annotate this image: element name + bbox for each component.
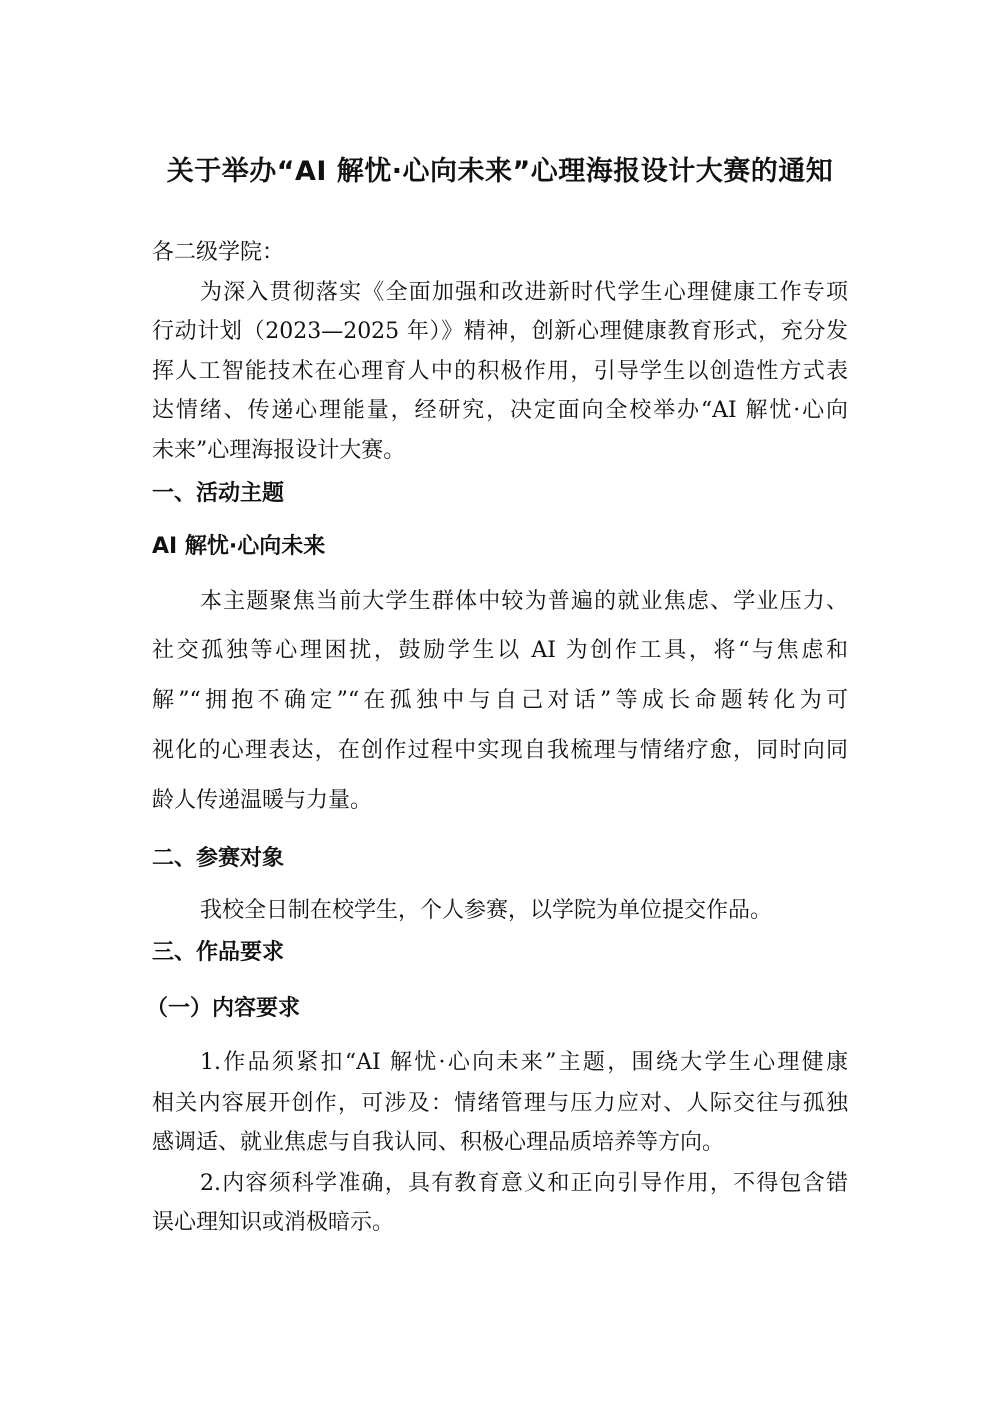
section-1-line-4: 视化的心理表达，在创作过程中实现自我梳理与情绪疗愈，同时向同 bbox=[152, 738, 848, 763]
item-1-line-1: 1.作品须紧扣“AI 解忧·心向未来”主题，围绕大学生心理健康 bbox=[200, 1050, 848, 1075]
item-2-line-2: 误心理知识或消极暗示。 bbox=[152, 1210, 395, 1235]
section-1-line-2: 社交孤独等心理困扰，鼓励学生以 AI 为创作工具，将“与焦虑和 bbox=[152, 638, 848, 663]
section-2-heading: 二、参赛对象 bbox=[152, 846, 285, 871]
section-2-body: 我校全日制在校学生，个人参赛，以学院为单位提交作品。 bbox=[200, 898, 773, 923]
intro-line-4: 达情绪、传递心理能量，经研究，决定面向全校举办“AI 解忧·心向 bbox=[152, 398, 848, 423]
intro-line-3: 挥人工智能技术在心理育人中的积极作用，引导学生以创造性方式表 bbox=[152, 359, 848, 384]
section-3-sub1-heading: （一）内容要求 bbox=[146, 996, 301, 1021]
section-1-line-5: 龄人传递温暖与力量。 bbox=[152, 788, 373, 813]
section-3-heading: 三、作品要求 bbox=[152, 940, 285, 965]
item-2-line-1: 2.内容须科学准确，具有教育意义和正向引导作用，不得包含错 bbox=[200, 1171, 848, 1196]
intro-line-2: 行动计划（2023—2025 年）》精神，创新心理健康教育形式，充分发 bbox=[152, 319, 848, 344]
section-1-line-1: 本主题聚焦当前大学生群体中较为普遍的就业焦虑、学业压力、 bbox=[200, 589, 848, 614]
section-1-theme: AI 解忧·心向未来 bbox=[152, 534, 326, 559]
intro-line-1: 为深入贯彻落实《全面加强和改进新时代学生心理健康工作专项 bbox=[200, 280, 848, 305]
intro-line-5: 未来”心理海报设计大赛。 bbox=[152, 438, 406, 463]
section-1-heading: 一、活动主题 bbox=[152, 481, 285, 506]
item-1-line-2: 相关内容展开创作，可涉及：情绪管理与压力应对、人际交往与孤独 bbox=[152, 1091, 848, 1116]
section-1-line-3: 解”“拥抱不确定”“在孤独中与自己对话”等成长命题转化为可 bbox=[152, 688, 848, 713]
item-1-line-3: 感调适、就业焦虑与自我认同、积极心理品质培养等方向。 bbox=[152, 1130, 725, 1155]
salutation: 各二级学院： bbox=[152, 240, 285, 265]
page-title: 关于举办“AI 解忧·心向未来”心理海报设计大赛的通知 bbox=[166, 156, 834, 187]
